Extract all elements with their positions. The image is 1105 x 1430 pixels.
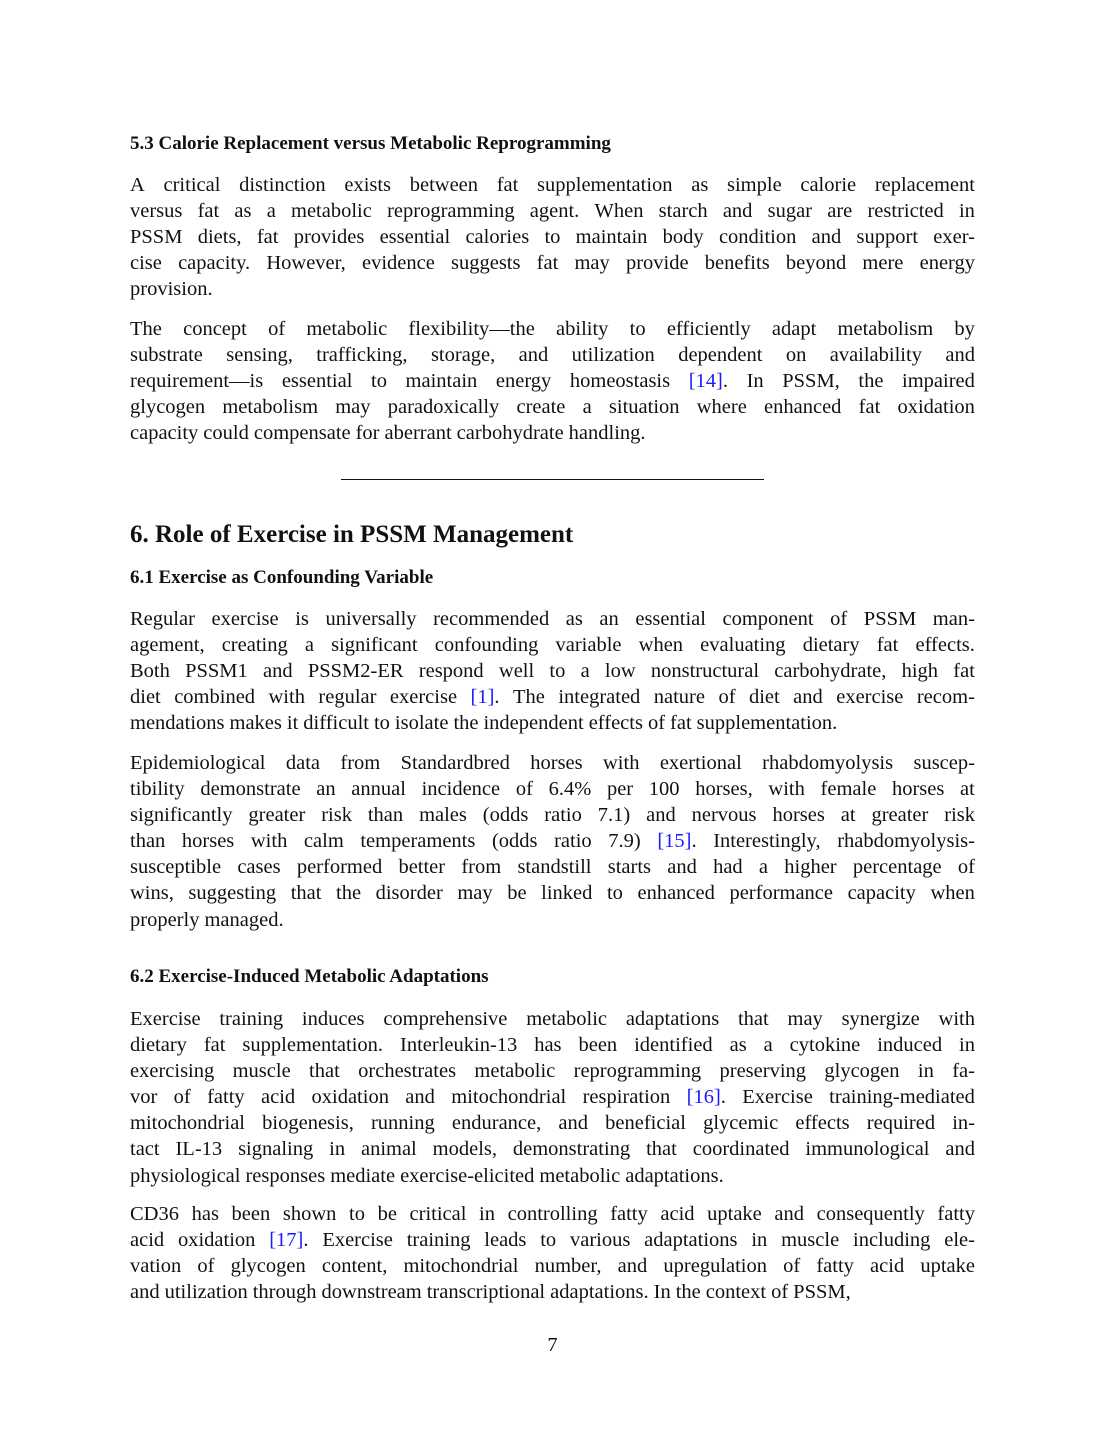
- section-heading-6: 6. Role of Exercise in PSSM Management: [130, 521, 574, 548]
- citation-link[interactable]: [1]: [470, 686, 495, 709]
- text-line: tact IL-13 signaling in animal models, demonstrating that coordinated immunological and: [130, 1138, 975, 1161]
- paragraph: [130, 1201, 975, 1305]
- paragraph: [130, 172, 975, 302]
- text-line: vation of glycogen content, mitochondrial number, and upregulation of fatty acid uptake: [130, 1255, 975, 1278]
- text-line: diet combined with regular exercise [1]. The integrated nature of diet and exercise recom-: [130, 686, 975, 709]
- text-line: provision.: [130, 278, 213, 301]
- text-line: physiological responses mediate exercise-elicited metabolic adaptations.: [130, 1164, 724, 1187]
- citation-link[interactable]: [17]: [269, 1229, 304, 1252]
- citation-link[interactable]: [15]: [657, 830, 692, 853]
- text-line: versus fat as a metabolic reprogramming agent. When starch and sugar are restricted in: [130, 200, 975, 223]
- text-line: substrate sensing, trafficking, storage, and utilization dependent on availability and: [130, 344, 975, 367]
- text-line: tibility demonstrate an annual incidence of 6.4% per 100 horses, with female horses at: [130, 778, 975, 801]
- paragraph: [130, 606, 975, 736]
- text-line: susceptible cases performed better from standstill starts and had a higher percentage of: [130, 856, 975, 879]
- section-divider: [341, 479, 764, 480]
- text-line: Regular exercise is universally recommended as an essential component of PSSM man-: [130, 608, 975, 630]
- text-line: Epidemiological data from Standardbred horses with exertional rhabdomyolysis suscep-: [130, 752, 975, 774]
- text-line: cise capacity. However, evidence suggests fat may provide benefits beyond mere energy: [130, 252, 975, 275]
- text-line: agement, creating a significant confounding variable when evaluating dietary fat effects.: [130, 634, 975, 657]
- page-number: 7: [547, 1334, 558, 1356]
- paragraph: [130, 750, 975, 933]
- paragraph: [130, 1006, 975, 1189]
- section-heading-5-3: 5.3 Calorie Replacement versus Metabolic Reprogramming: [130, 133, 611, 154]
- text-line: exercising muscle that orchestrates metabolic reprogramming preserving glycogen in fa-: [130, 1060, 975, 1083]
- citation-link[interactable]: [16]: [686, 1086, 721, 1109]
- text-line: PSSM diets, fat provides essential calories to maintain body condition and support exer-: [130, 226, 975, 249]
- text-line: requirement—is essential to maintain energy homeostasis [14]. In PSSM, the impaired: [130, 370, 975, 393]
- text-line: Exercise training induces comprehensive metabolic adaptations that may synergize with: [130, 1008, 975, 1030]
- text-line: Both PSSM1 and PSSM2-ER respond well to a low nonstructural carbohydrate, high fat: [130, 660, 975, 683]
- section-heading-6-2: 6.2 Exercise-Induced Metabolic Adaptations: [130, 966, 489, 987]
- text-line: The concept of metabolic flexibility—the ability to efficiently adapt metabolism by: [130, 318, 975, 340]
- text-line: acid oxidation [17]. Exercise training leads to various adaptations in muscle including ele-: [130, 1229, 975, 1252]
- text-line: mitochondrial biogenesis, running endurance, and beneficial glycemic effects required in-: [130, 1112, 975, 1135]
- text-line: vor of fatty acid oxidation and mitochondrial respiration [16]. Exercise training-mediated: [130, 1086, 975, 1109]
- text-line: wins, suggesting that the disorder may be linked to enhanced performance capacity when: [130, 882, 975, 905]
- text-line: and utilization through downstream transcriptional adaptations. In the context of PSSM,: [130, 1281, 851, 1304]
- text-line: significantly greater risk than males (odds ratio 7.1) and nervous horses at greater risk: [130, 804, 975, 827]
- text-line: properly managed.: [130, 908, 284, 931]
- text-line: dietary fat supplementation. Interleukin-13 has been identified as a cytokine induced in: [130, 1034, 975, 1057]
- text-line: capacity could compensate for aberrant carbohydrate handling.: [130, 422, 646, 445]
- text-line: CD36 has been shown to be critical in controlling fatty acid uptake and consequently fatty: [130, 1203, 975, 1225]
- citation-link[interactable]: [14]: [688, 370, 723, 393]
- section-heading-6-1: 6.1 Exercise as Confounding Variable: [130, 567, 434, 588]
- text-line: A critical distinction exists between fat supplementation as simple calorie replacement: [130, 174, 975, 196]
- text-line: than horses with calm temperaments (odds ratio 7.9) [15]. Interestingly, rhabdomyolysis-: [130, 830, 975, 853]
- text-line: mendations makes it difficult to isolate the independent effects of fat supplementation.: [130, 712, 838, 735]
- text-line: glycogen metabolism may paradoxically create a situation where enhanced fat oxidation: [130, 396, 975, 419]
- paragraph: [130, 316, 975, 446]
